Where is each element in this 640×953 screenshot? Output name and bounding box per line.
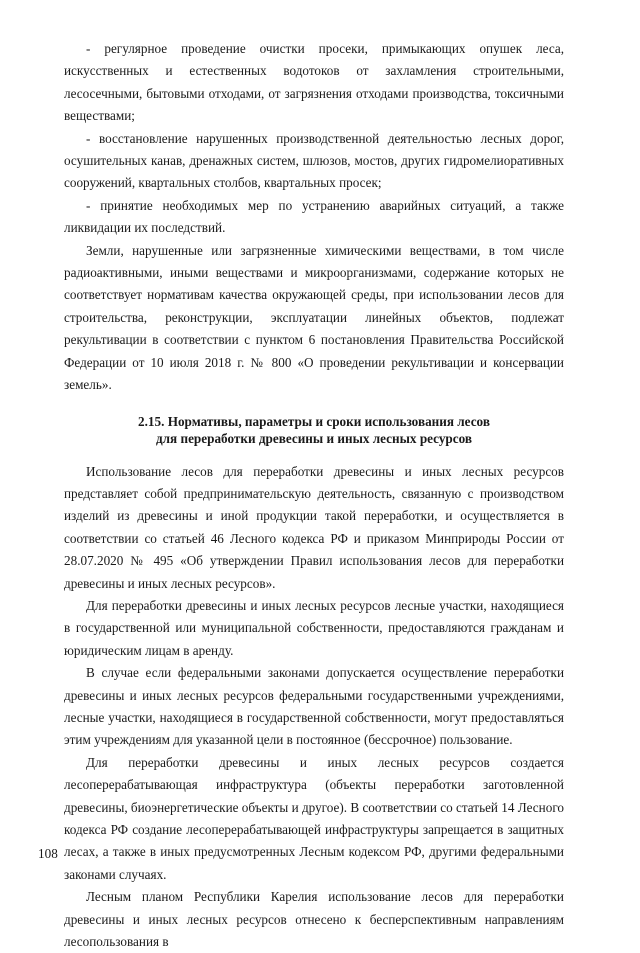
paragraph-recultivation: Земли, нарушенные или загрязненные химическими веществами, в том числе радиоактивными, иными веществами и микроорганизмами, содержание которых не соответствует нормативам качества окружающей среды, при использовании лесов для строительства, реконструкции, эксплуатации линейных объектов, подлежат рекультивации в соответствии с пунктом 6 постановления Правительства Российской Федерации от 10 июля 2018 г. № 800 «О проведении рекультивации и консервации земель».: [64, 242, 564, 393]
section-heading: [64, 413, 564, 447]
document-body: [64, 38, 564, 953]
section-heading-line-1: 2.15. Нормативы, параметры и сроки использования лесов: [138, 413, 490, 429]
list-item-emergency: - принятие необходимых мер по устранению аварийных ситуаций, а также ликвидации их последствий.: [64, 197, 564, 236]
list-item-restoration: - восстановление нарушенных производственной деятельностью лесных дорог, осушительных канав, дренажных систем, шлюзов, мостов, других гидромелиоративных сооружений, квартальных столбов, квартальных просек;: [64, 130, 564, 191]
paragraph-lease: Для переработки древесины и иных лесных ресурсов лесные участки, находящиеся в государственной или муниципальной собственности, предоставляются гражданам и юридическим лицам в аренду.: [64, 597, 564, 658]
paragraph-infrastructure: Для переработки древесины и иных лесных ресурсов создается лесоперерабатывающая инфраструктура (объекты переработки заготовленной древесины, биоэнергетические объекты и другое). В соответствии со статьей 14 Лесного кодекса РФ создание лесоперерабатывающей инфраструктуры запрещается в защитных лесах, а также в иных предусмотренных Лесным кодексом РФ, другими федеральными законами случаях.: [64, 754, 564, 882]
paragraph-usage-definition: Использование лесов для переработки древесины и иных лесных ресурсов представляет собой предпринимательскую деятельность, связанную с производством изделий из древесины и иной продукции такой переработки, и осуществляется в соответствии со статьей 46 Лесного кодекса РФ и приказом Минприроды России от 28.07.2020 № 495 «Об утверждении Правил использования лесов для переработки древесины и иных лесных ресурсов».: [64, 463, 564, 591]
list-item-clearing: - регулярное проведение очистки просеки, примыкающих опушек леса, искусственных и естественных водотоков от захламления строительными, лесосечными, бытовыми отходами, от загрязнения отходами производства, токсичными веществами;: [64, 41, 564, 124]
paragraph-forest-plan: Лесным планом Республики Карелия использование лесов для переработки древесины и иных лесных ресурсов отнесено к бесперспективным направлениям лесопользования в: [64, 889, 564, 950]
paragraph-federal-institutions: В случае если федеральными законами допускается осуществление переработки древесины и иных лесных ресурсов федеральными государственными учреждениями, лесные участки, находящиеся в государственной собственности, могут предоставляться этим учреждениям для указанной цели в постоянное (бессрочное) пользование.: [64, 665, 564, 748]
page-number: 108: [38, 846, 58, 861]
section-heading-line-2: для переработки древесины и иных лесных ресурсов: [155, 430, 473, 446]
